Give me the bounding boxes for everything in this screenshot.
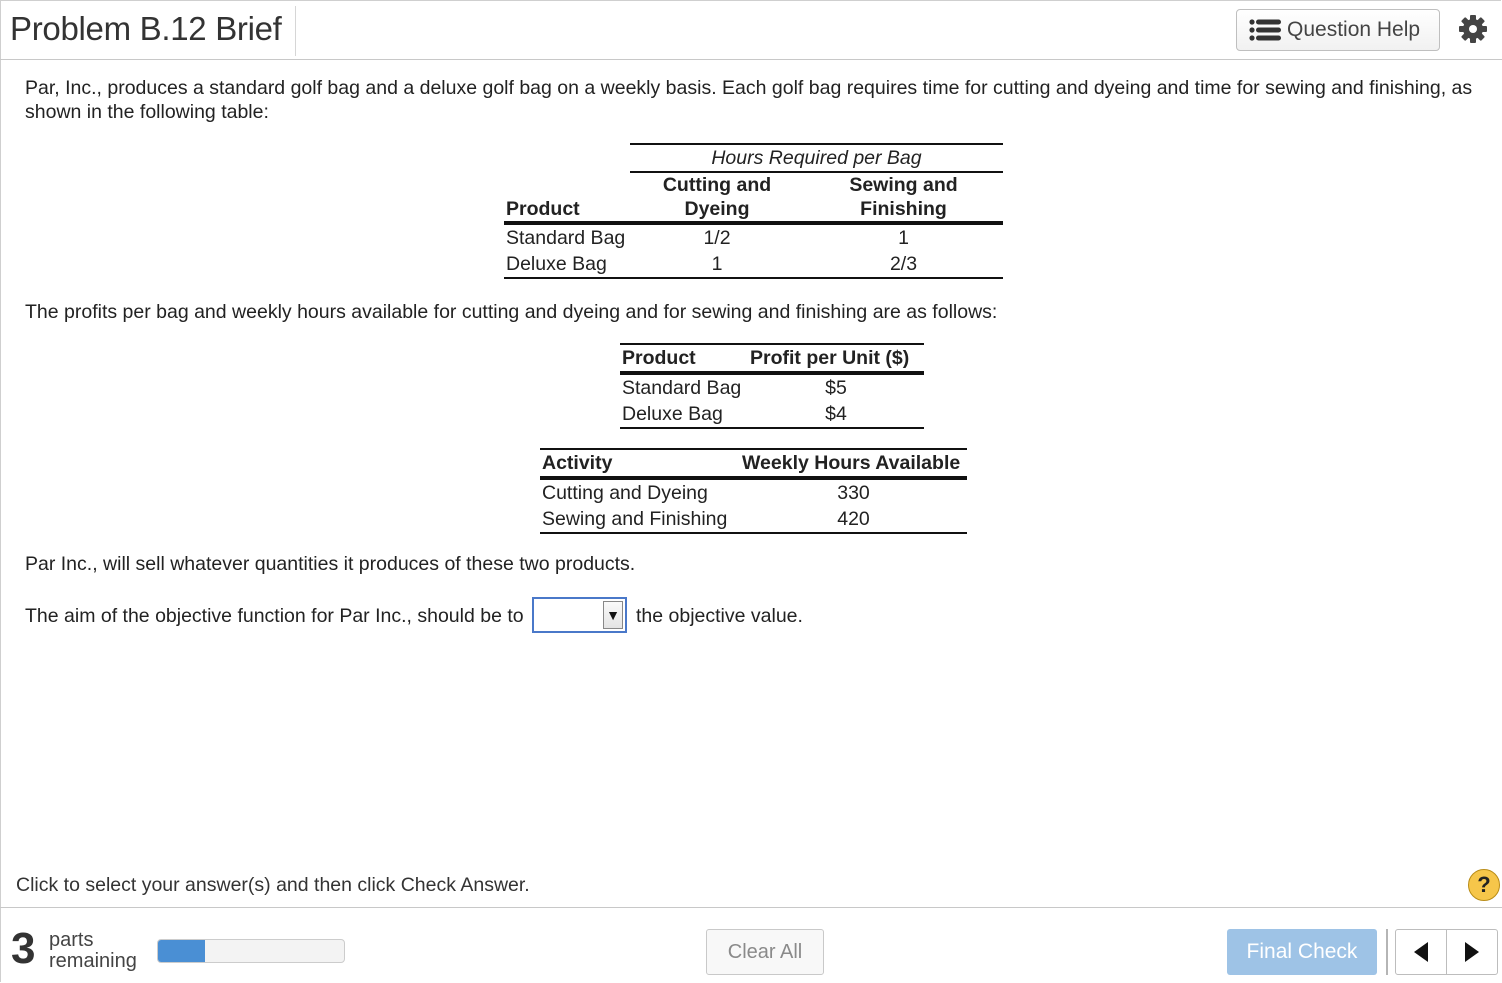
- table-row: [620, 401, 924, 428]
- col-product: Product: [620, 344, 748, 373]
- header-bar: [0, 0, 1502, 60]
- row-activity: Sewing and Finishing: [540, 506, 740, 533]
- question-help-label: Question Help: [1287, 18, 1421, 41]
- row-product: Standard Bag: [506, 226, 626, 249]
- table-row: [504, 223, 1003, 251]
- row-profit: $5: [825, 376, 847, 399]
- parts-label-line1: parts: [49, 929, 94, 951]
- hours-available-table: [540, 448, 967, 534]
- objective-aim-select[interactable]: [532, 597, 627, 633]
- profit-table: [620, 343, 924, 429]
- final-check-button[interactable]: Final Check: [1227, 929, 1377, 975]
- row-cutting: 1: [630, 251, 804, 278]
- col-cutting-line1: Cutting and: [662, 174, 772, 196]
- table-row: [620, 373, 924, 401]
- profit-intro-paragraph: The profits per bag and weekly hours available for cutting and dyeing and for sewing and finishing are as follows:: [25, 301, 998, 323]
- col-cutting-line2: Dyeing: [684, 198, 750, 220]
- parts-remaining-count: 3: [11, 924, 36, 973]
- parts-label-line2: remaining: [49, 950, 137, 972]
- col-sewing-line1: Sewing and: [849, 174, 958, 196]
- row-sewing: 1: [898, 226, 909, 249]
- row-profit: $4: [748, 401, 924, 428]
- parts-remaining-label: [49, 930, 137, 972]
- instruction-text: Click to select your answer(s) and then click Check Answer.: [16, 874, 530, 896]
- question-nav: [1395, 929, 1498, 975]
- row-activity: Cutting and Dyeing: [542, 481, 708, 504]
- row-sewing: 2/3: [804, 251, 1003, 278]
- select-arrow-icon[interactable]: ▼: [603, 601, 623, 629]
- table-row: [540, 506, 967, 533]
- row-product: Deluxe Bag: [620, 401, 748, 428]
- row-product: Deluxe Bag: [504, 251, 630, 278]
- clear-all-button[interactable]: Clear All: [706, 929, 824, 975]
- question-help-button[interactable]: [1236, 9, 1440, 51]
- table-row: [504, 251, 1003, 278]
- question-text-after: the objective value.: [636, 605, 803, 627]
- triangle-left-icon: [1414, 942, 1428, 962]
- col-weekly-hours: Weekly Hours Available: [740, 449, 967, 478]
- row-product: Standard Bag: [622, 376, 742, 399]
- row-hours: 330: [837, 481, 870, 504]
- help-icon[interactable]: ?: [1468, 869, 1500, 901]
- col-product: Product: [504, 172, 630, 223]
- hours-group-header: Hours Required per Bag: [630, 144, 1003, 172]
- question-text-before: The aim of the objective function for Par Inc., should be to: [25, 605, 524, 627]
- progress-bar: [157, 939, 345, 963]
- row-cutting: 1/2: [703, 226, 731, 249]
- progress-bar-fill: [158, 940, 205, 962]
- col-activity: Activity: [540, 449, 740, 478]
- col-sewing-finishing: [804, 172, 1003, 223]
- list-icon: [1249, 19, 1281, 41]
- title-divider: [295, 6, 296, 56]
- sell-paragraph: Par Inc., will sell whatever quantities it produces of these two products.: [25, 553, 636, 575]
- previous-question-button[interactable]: [1396, 930, 1446, 974]
- triangle-right-icon: [1465, 942, 1479, 962]
- next-question-button[interactable]: [1446, 930, 1497, 974]
- hours-required-table: [504, 143, 1003, 279]
- row-hours: 420: [740, 506, 967, 533]
- nav-divider: [1386, 929, 1388, 975]
- table-row: [540, 478, 967, 506]
- intro-paragraph: Par, Inc., produces a standard golf bag and a deluxe golf bag on a weekly basis. Each golf bag requires time for cutting and dyeing and time for sewing and finishing, as shown in the following table:: [25, 77, 1473, 123]
- page-title: Problem B.12 Brief: [10, 10, 282, 47]
- gear-icon[interactable]: [1458, 14, 1488, 44]
- col-profit: Profit per Unit ($): [748, 344, 924, 373]
- table-corner: [504, 144, 630, 172]
- col-cutting-dyeing: [630, 172, 804, 223]
- col-sewing-line2: Finishing: [860, 198, 947, 220]
